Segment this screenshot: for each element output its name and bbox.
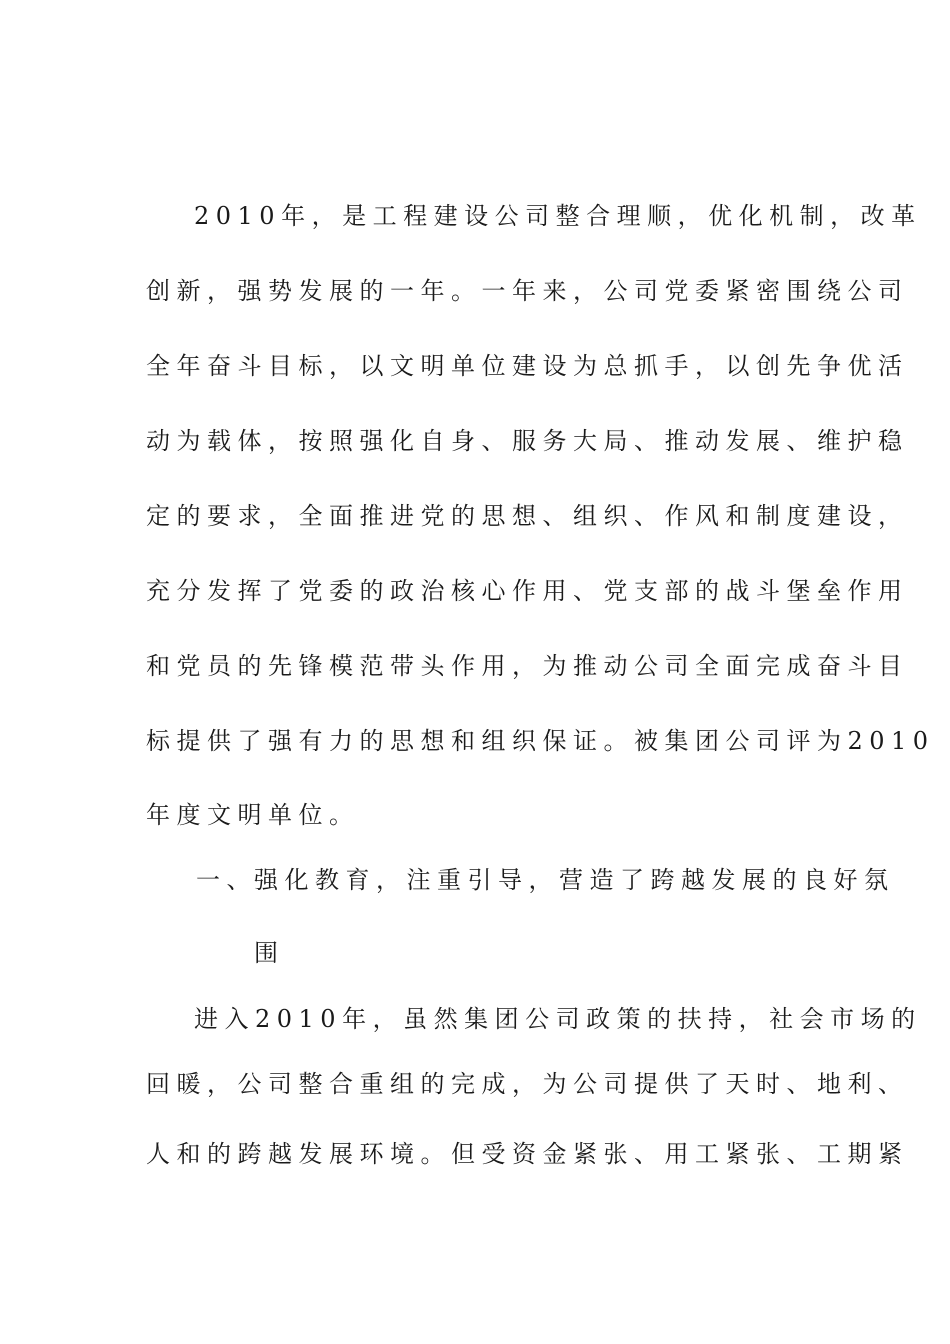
text-line: 年度文明单位。 — [146, 801, 360, 829]
text-line: 创新，强势发展的一年。一年来，公司党委紧密围绕公司 — [146, 277, 909, 305]
text-line: 进入2010年，虽然集团公司政策的扶持，社会市场的 — [194, 1005, 922, 1033]
section-number: 一、 — [196, 866, 257, 894]
text-line: 标提供了强有力的思想和组织保证。被集团公司评为2010 — [146, 727, 935, 755]
text-line: 2010年，是工程建设公司整合理顺，优化机制，改革 — [194, 202, 922, 230]
text-line: 和党员的先锋模范带头作用，为推动公司全面完成奋斗目 — [146, 652, 909, 680]
text-line: 定的要求，全面推进党的思想、组织、作风和制度建设， — [146, 502, 909, 530]
section-title-line: 强化教育，注重引导，营造了跨越发展的良好氛 — [254, 866, 895, 894]
text-line: 全年奋斗目标，以文明单位建设为总抓手，以创先争优活 — [146, 352, 909, 380]
text-line: 回暖，公司整合重组的完成，为公司提供了天时、地利、 — [146, 1070, 909, 1098]
text-line: 动为载体，按照强化自身、服务大局、推动发展、维护稳 — [146, 427, 909, 455]
text-line: 人和的跨越发展环境。但受资金紧张、用工紧张、工期紧 — [146, 1140, 909, 1168]
section-title-line: 围 — [254, 939, 285, 967]
text-line: 充分发挥了党委的政治核心作用、党支部的战斗堡垒作用 — [146, 577, 909, 605]
